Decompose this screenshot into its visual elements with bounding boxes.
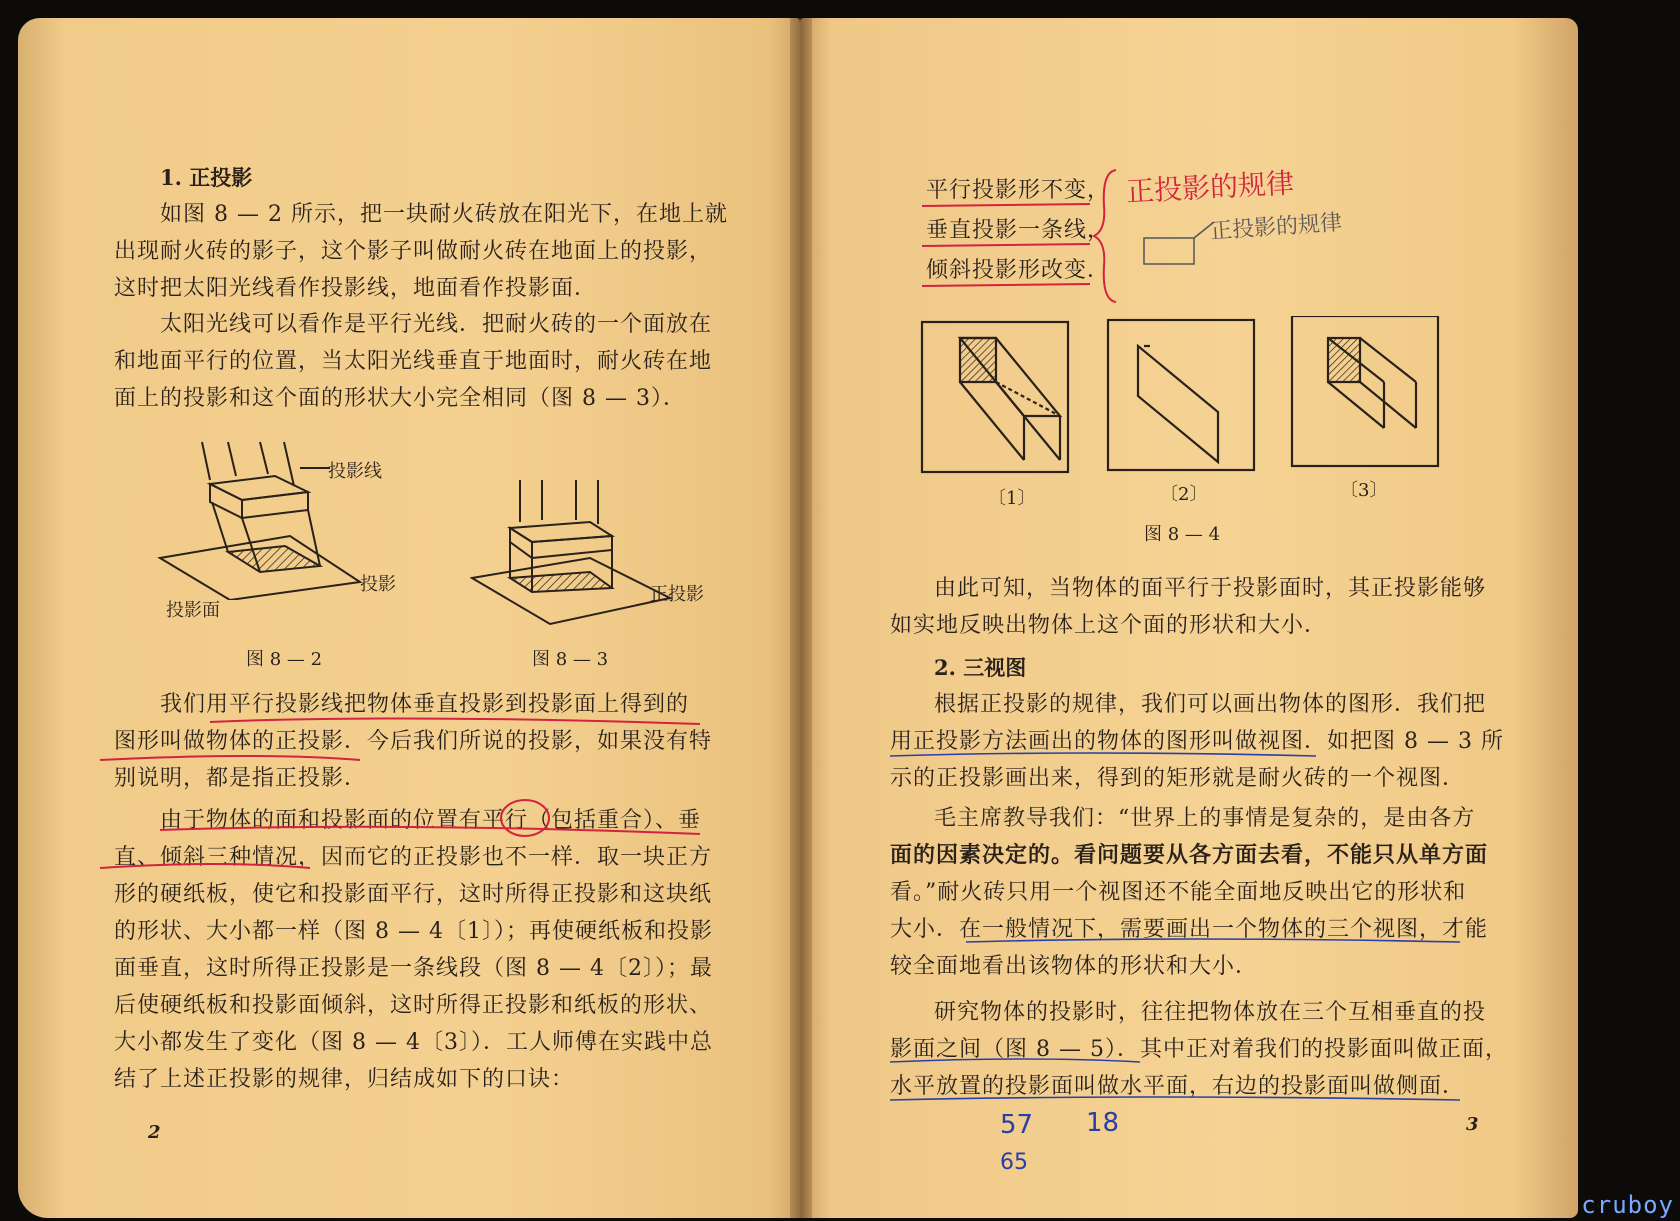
para7-line2: 面的因素决定的。看问题要从各方面去看，不能只从单方面 [890,842,1489,868]
para4-line5: 面垂直，这时所得正投影是一条线段（图 8 — 4〔2〕）；最 [114,956,713,981]
para4-line6: 后使硬纸板和投影面倾斜，这时所得正投影和纸板的形状、 [114,993,713,1018]
para5-line2: 如实地反映出物体上这个面的形状和大小． [890,613,1328,638]
para4-line7: 大小都发生了变化（图 8 — 4〔3〕）．工人师傅在实践中总 [114,1030,713,1055]
para3-line2: 图形叫做物体的正投影．今后我们所说的投影，如果没有特 [114,729,713,754]
para4-line3: 形的硬纸板，使它和投影面平行，这时所得正投影和这块纸 [114,882,713,907]
para3-line3: 别说明，都是指正投影． [114,766,368,791]
fig82-label-shadow: 投影 [360,574,396,595]
fig83-label-plane: 正投影 [650,584,704,605]
fig84-label-3: 〔3〕 [1340,480,1388,501]
para7-line1: 毛主席教导我们：“世界上的事情是复杂的，是由各方 [934,806,1476,831]
para5-line1: 由此可知，当物体的面平行于投影面时，其正投影能够 [934,576,1487,601]
para2-line1: 太阳光线可以看作是平行光线．把耐火砖的一个面放在 [160,312,713,337]
right-page-number: 3 [1466,1114,1479,1135]
para1-line1: 如图 8 — 2 所示，把一块耐火砖放在阳光下，在地上就 [160,202,728,227]
book-gutter [790,18,812,1218]
para4-line8: 结了上述正投影的规律，归结成如下的口诀： [114,1067,575,1092]
para2-line2: 和地面平行的位置，当太阳光线垂直于地面时，耐火砖在地 [114,349,713,374]
handwriting-red-note: 正投影的规律 [1125,166,1295,209]
red-pen-underlines-left [100,710,740,870]
section-1-title: 1. 正投影 [160,165,253,190]
fig84-caption: 图 8 — 4 [1144,524,1221,545]
fig82-label-plane: 投影面 [166,600,220,621]
left-page-number: 2 [148,1122,161,1143]
para3-line1: 我们用平行投影线把物体垂直投影到投影面上得到的 [160,692,690,717]
blue-pen-underlines-right [880,690,1500,1110]
rhyme-line3: 倾斜投影形改变． [926,258,1111,283]
para4-line2: 直、倾斜三种情况，因而它的正投影也不一样．取一块正方 [114,845,713,870]
para4-line1: 由于物体的面和投影面的位置有平行（包括重合）、垂 [160,808,702,833]
section-2-title: 2. 三视图 [934,655,1027,680]
para2-line3: 面上的投影和这个面的形状大小完全相同（图 8 — 3）． [114,386,686,411]
para4-line4: 的形状、大小都一样（图 8 — 4〔1〕）；再使硬纸板和投影 [114,919,713,944]
fig84-label-2: 〔2〕 [1160,484,1208,505]
handwritten-number-57: 57 [1000,1110,1034,1140]
rhyme-line1: 平行投影形不变， [926,178,1111,203]
handwritten-number-65: 65 [1000,1150,1028,1175]
fig82-caption: 图 8 — 2 [246,649,323,670]
rhyme-line2: 垂直投影一条线， [926,218,1111,243]
para8-line1: 研究物体的投影时，往往把物体放在三个互相垂直的投 [934,1000,1487,1025]
para1-line2: 出现耐火砖的影子，这个影子叫做耐火砖在地面上的投影， [114,239,713,264]
para7-line4: 大小．在一般情况下，需要画出一个物体的三个视图，才能 [890,917,1489,942]
para8-line2: 影面之间（图 8 — 5）．其中正对着我们的投影面叫做正面， [890,1037,1508,1062]
para7-line3: 看。”耐火砖只用一个视图还不能全面地反映出它的形状和 [890,880,1467,905]
figure-8-4 [920,316,1480,476]
pencil-sketch [1140,220,1220,270]
watermark: cruboy [1581,1191,1674,1219]
para8-line3: 水平放置的投影面叫做水平面，右边的投影面叫做侧面． [890,1074,1466,1099]
para6-line3: 示的正投影画出来，得到的矩形就是耐火砖的一个视图． [890,766,1466,791]
fig83-caption: 图 8 — 3 [532,649,609,670]
para6-line2: 用正投影方法画出的物体的图形叫做视图．如把图 8 — 3 所 [890,729,1504,754]
fig84-label-1: 〔1〕 [988,488,1036,509]
para1-line3: 这时把太阳光线看作投影线，地面看作投影面． [114,276,598,301]
para6-line1: 根据正投影的规律，我们可以画出物体的图形．我们把 [934,692,1487,717]
fig82-label-line: 投影线 [328,461,382,482]
red-brace-and-underlines [920,166,1140,306]
handwritten-number-18: 18 [1086,1108,1120,1138]
handwriting-pencil-note: 正投影的规律 [1209,210,1343,245]
figure-8-3 [470,480,680,630]
para7-line5: 较全面地看出该物体的形状和大小． [890,954,1259,979]
